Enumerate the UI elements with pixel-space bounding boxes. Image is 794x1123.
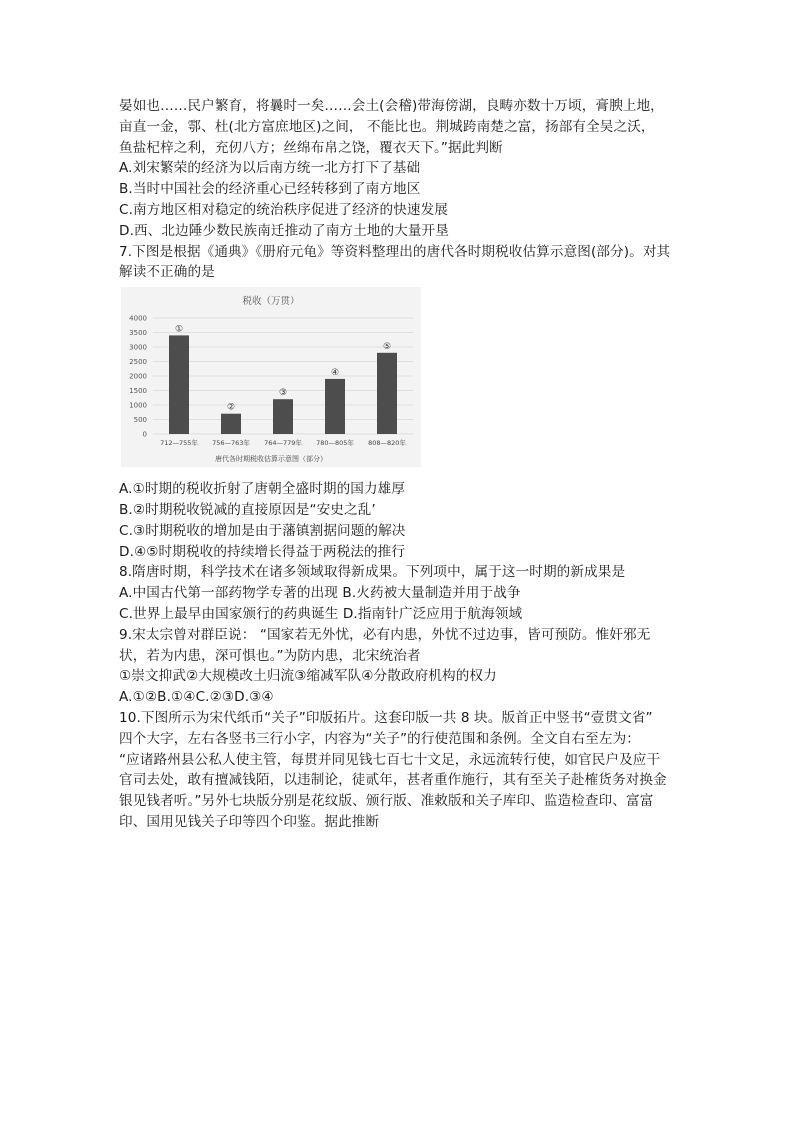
text-line: 亩直一金，鄠、杜(北方富庶地区)之间， 不能比也。荆城跨南楚之富，扬部有全吴之沃， — [119, 118, 655, 135]
option-c: C.南方地区相对稳定的统治秩序促进了经济的快速发展 — [119, 201, 448, 218]
option-c: C.③时期税收的增加是由于藩镇割据问题的解决 — [119, 522, 406, 539]
document-content — [119, 96, 687, 833]
y-tick-label: 2000 — [129, 372, 147, 381]
bar — [221, 414, 241, 434]
option-a: A.刘宋繁荣的经济为以后南方统一北方打下了基础 — [119, 160, 421, 177]
chart-caption: 唐代各时期税收估算示意图（部分） — [215, 455, 327, 464]
text-line: 四个大字，左右各竖书三行小字，内容为“关子”的行使范围和条例。全文自右至左为： — [119, 730, 640, 747]
question-10 — [119, 708, 687, 833]
bar — [377, 353, 397, 434]
text-line: “应诸路州县公私人使主管，每贯并同见钱七百七十文足，永远流转行使，如官民户及应干 — [119, 751, 661, 768]
options-ab: A.中国古代第一部药物学专著的出现 B.火药被大量制造并用于战争 — [119, 585, 521, 602]
text-line: 鱼盐杞梓之利，充仞八方；丝绵布帛之饶，覆衣天下。”据此判断 — [119, 139, 503, 156]
option-b: B.②时期税收锐减的直接原因是“安史之乱’ — [119, 501, 376, 518]
text-line: 7.下图是根据《通典》《册府元龟》等资料整理出的唐代各时期税收估算示意图(部分)。对其 — [119, 243, 671, 260]
option-d: D.西、北边陲少数民族南迁推动了南方土地的大量开垦 — [119, 222, 449, 239]
question-8-stem: 8.隋唐时期，科学技术在诸多领域取得新成果。下列项中，属于这一时期的新成果是 — [119, 564, 626, 581]
question-7-stem — [119, 242, 687, 284]
x-tick-label: 764—779年 — [264, 439, 302, 448]
bar-label: ⑤ — [382, 341, 392, 352]
y-tick-label: 500 — [133, 416, 147, 425]
bar-label: ② — [226, 402, 236, 413]
question-10-stem: 10.下图所示为宋代纸币“关子”印版拓片。这套印版一共 8 块。版首正中竖书“壹贯文省” — [119, 709, 653, 726]
bar-label: ① — [174, 324, 184, 335]
y-tick-label: 3000 — [129, 343, 147, 352]
y-tick-label: 4000 — [129, 314, 147, 323]
options-cd: C.世界上最早由国家颁行的药典诞生 D.指南针广泛应用于航海领域 — [119, 605, 523, 622]
text-line: 晏如也……民户繁育，将曩时一矣……会土(会稽)带海傍湖，良畴亦数十万顷，膏腴上地， — [119, 98, 664, 114]
text-line: 银见钱者听。”另外七块版分别是花纹版、颁行版、准敕版和关子库印、监造检查印、富富 — [119, 793, 654, 810]
question-9-stem: 9.宋太宗曾对群臣说： “国家若无外忧，必有内患，外忧不过边事，皆可预防。惟奸邪无 — [119, 626, 651, 643]
bar — [169, 336, 189, 435]
text-line: 解读不正确的是 — [119, 264, 215, 281]
bar-label: ④ — [330, 368, 340, 379]
option-a: A.①时期的税收折射了唐朝全盛时期的国力雄厚 — [119, 481, 406, 498]
question-6-options — [119, 158, 687, 241]
y-tick-label: 0 — [142, 430, 147, 439]
tax-chart — [121, 287, 421, 467]
options: A.①②B.①④C.②③D.③④ — [119, 689, 274, 706]
y-tick-label: 1000 — [129, 401, 147, 410]
text-line: 官司去处，敢有擅减钱陌，以违制论，徒贰年，甚者重作施行，其有至关子赴榷货务对换金 — [119, 772, 667, 789]
question-8 — [119, 562, 687, 624]
bar — [273, 399, 293, 434]
option-b: B.当时中国社会的经济重心已经转移到了南方地区 — [119, 181, 421, 198]
x-tick-label: 780—805年 — [316, 439, 354, 448]
question-6-material — [119, 96, 687, 158]
bar-label: ③ — [278, 388, 288, 399]
text-line: 状，若为内患，深可惧也。”为防内患，北宋统治者 — [119, 647, 421, 664]
chart-title: 税收（万贯） — [242, 296, 300, 308]
x-tick-label: 712—755年 — [160, 439, 198, 448]
text-line: 印、国用见钱关子印等四个印鉴。据此推断 — [119, 813, 380, 830]
y-tick-label: 3500 — [129, 329, 147, 338]
question-7-options — [119, 479, 687, 562]
x-tick-label: 756—763年 — [212, 439, 250, 448]
y-tick-label: 2500 — [129, 358, 147, 367]
question-9 — [119, 625, 687, 708]
bar — [325, 379, 345, 434]
x-tick-label: 808—820年 — [368, 439, 406, 448]
y-tick-label: 1500 — [129, 387, 147, 396]
choice-items: ①崇文抑武②大规模改土归流③缩减军队④分散政府机构的权力 — [119, 668, 497, 685]
option-d: D.④⑤时期税收的持续增长得益于两税法的推行 — [119, 543, 406, 560]
tax-bar-chart — [121, 287, 421, 467]
